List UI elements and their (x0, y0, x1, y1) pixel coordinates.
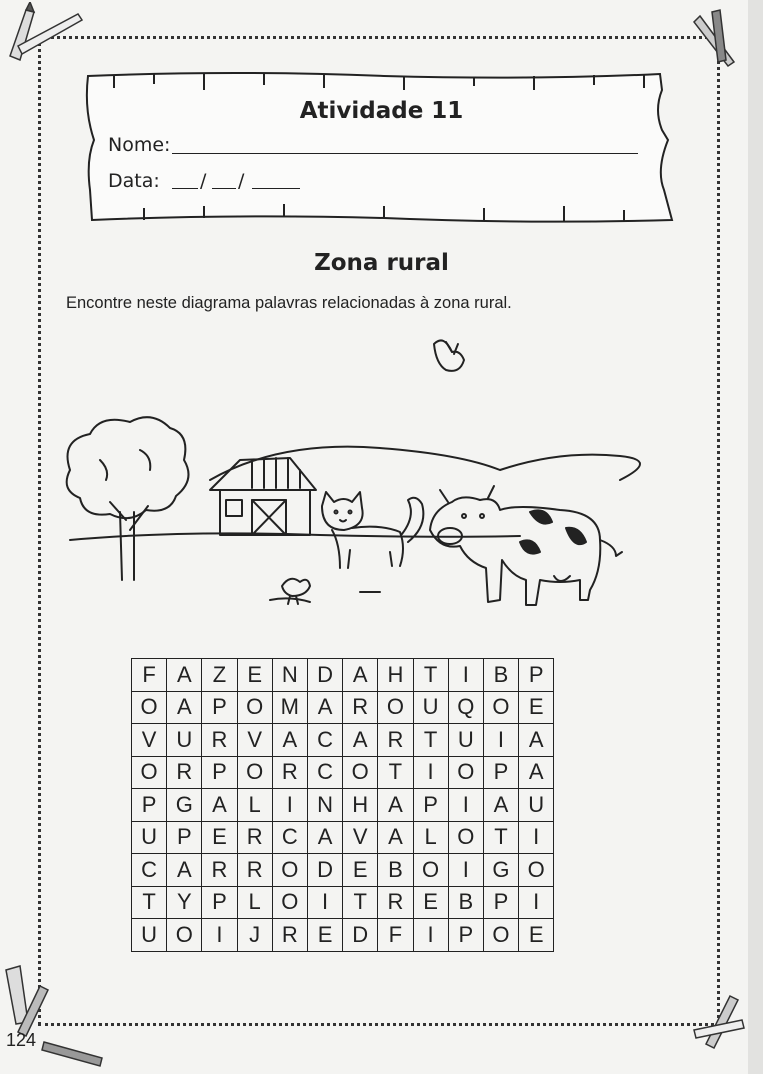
grid-cell[interactable]: O (237, 756, 272, 789)
section-title: Zona rural (314, 250, 449, 276)
grid-cell[interactable]: E (202, 821, 237, 854)
grid-cell[interactable]: F (132, 659, 167, 692)
date-separator: / (238, 170, 245, 192)
grid-cell[interactable]: A (343, 659, 378, 692)
date-separator: / (200, 170, 207, 192)
date-year-field[interactable] (252, 188, 300, 189)
grid-cell[interactable]: O (448, 756, 483, 789)
grid-cell[interactable]: M (272, 691, 307, 724)
grid-cell[interactable]: R (378, 886, 413, 919)
grid-cell[interactable]: L (237, 886, 272, 919)
grid-cell[interactable]: I (202, 919, 237, 952)
grid-cell[interactable]: O (483, 691, 518, 724)
barn-icon (210, 458, 316, 535)
grid-cell[interactable]: L (413, 821, 448, 854)
grid-row (132, 659, 554, 692)
grid-cell[interactable]: O (343, 756, 378, 789)
grid-cell[interactable]: Y (167, 886, 202, 919)
grid-cell[interactable]: D (343, 919, 378, 952)
grid-cell[interactable]: O (132, 756, 167, 789)
grid-cell[interactable]: A (202, 789, 237, 822)
grid-cell[interactable]: U (167, 724, 202, 757)
grid-cell[interactable]: I (519, 886, 554, 919)
grid-cell[interactable]: U (413, 691, 448, 724)
grid-cell[interactable]: P (202, 756, 237, 789)
grid-cell[interactable]: R (237, 821, 272, 854)
grid-cell[interactable]: O (448, 821, 483, 854)
grid-cell[interactable]: A (167, 659, 202, 692)
grid-cell[interactable]: B (378, 854, 413, 887)
grid-row (132, 854, 554, 887)
date-label: Data: (108, 170, 160, 192)
grid-cell[interactable]: P (202, 886, 237, 919)
grid-cell[interactable]: T (378, 756, 413, 789)
grid-cell[interactable]: C (307, 756, 342, 789)
grid-cell[interactable]: U (132, 919, 167, 952)
grid-cell[interactable]: I (448, 854, 483, 887)
grid-cell[interactable]: E (237, 659, 272, 692)
grid-cell[interactable]: B (483, 659, 518, 692)
grid-cell[interactable]: D (307, 854, 342, 887)
grid-cell[interactable]: P (413, 789, 448, 822)
grid-cell[interactable]: T (343, 886, 378, 919)
grid-cell[interactable]: Q (448, 691, 483, 724)
grid-cell[interactable]: A (167, 691, 202, 724)
grid-cell[interactable]: T (413, 659, 448, 692)
grid-cell[interactable]: L (237, 789, 272, 822)
grid-cell[interactable]: I (448, 789, 483, 822)
grid-cell[interactable]: R (272, 919, 307, 952)
butterfly-icon (434, 340, 464, 370)
grid-cell[interactable]: N (272, 659, 307, 692)
date-day-field[interactable] (172, 188, 198, 189)
grid-cell[interactable]: A (307, 691, 342, 724)
grid-cell[interactable]: I (483, 724, 518, 757)
grid-cell[interactable]: P (448, 919, 483, 952)
grid-row (132, 919, 554, 952)
grid-cell[interactable]: T (132, 886, 167, 919)
grid-cell[interactable]: V (343, 821, 378, 854)
grid-cell[interactable]: I (413, 756, 448, 789)
pencils-bottom-right-icon (690, 990, 750, 1060)
grid-cell[interactable]: O (272, 886, 307, 919)
grid-cell[interactable]: P (132, 789, 167, 822)
grid-cell[interactable]: R (378, 724, 413, 757)
page-number: 124 (6, 1030, 37, 1050)
grid-row (132, 724, 554, 757)
grid-cell[interactable]: O (272, 854, 307, 887)
hills-icon (210, 447, 640, 480)
grid-cell[interactable]: A (483, 789, 518, 822)
grid-cell[interactable]: A (167, 854, 202, 887)
grid-cell[interactable]: E (413, 886, 448, 919)
pencils-bottom-left-icon (0, 962, 110, 1072)
grid-cell[interactable]: A (343, 724, 378, 757)
grid-cell[interactable]: Z (202, 659, 237, 692)
grid-cell[interactable]: O (378, 691, 413, 724)
grid-cell[interactable]: C (132, 854, 167, 887)
word-search-grid (131, 658, 554, 952)
grid-row (132, 886, 554, 919)
grid-row (132, 821, 554, 854)
grid-cell[interactable]: A (519, 756, 554, 789)
grid-cell[interactable]: O (483, 919, 518, 952)
grid-cell[interactable]: O (413, 854, 448, 887)
grid-cell[interactable]: J (237, 919, 272, 952)
grid-cell[interactable]: A (307, 821, 342, 854)
grid-cell[interactable]: A (378, 821, 413, 854)
grid-cell[interactable]: G (483, 854, 518, 887)
grid-cell[interactable]: A (272, 724, 307, 757)
pencils-top-right-icon (690, 6, 750, 68)
grid-cell[interactable]: F (378, 919, 413, 952)
grid-cell[interactable]: R (272, 756, 307, 789)
grid-cell[interactable]: U (519, 789, 554, 822)
grid-cell[interactable]: R (202, 724, 237, 757)
grid-cell[interactable]: O (132, 691, 167, 724)
grid-cell[interactable]: B (448, 886, 483, 919)
grid-cell[interactable]: P (483, 756, 518, 789)
grid-cell[interactable]: P (202, 691, 237, 724)
grid-cell[interactable]: I (448, 659, 483, 692)
grid-cell[interactable]: P (483, 886, 518, 919)
grid-cell[interactable]: U (132, 821, 167, 854)
grid-row (132, 691, 554, 724)
grid-cell[interactable]: R (237, 854, 272, 887)
grid-row (132, 789, 554, 822)
grid-cell[interactable]: E (343, 854, 378, 887)
grid-cell[interactable]: I (307, 886, 342, 919)
header-frame (84, 70, 674, 230)
grid-cell[interactable]: A (519, 724, 554, 757)
grid-cell[interactable]: E (519, 691, 554, 724)
grid-cell[interactable]: O (519, 854, 554, 887)
grid-cell[interactable]: I (272, 789, 307, 822)
farm-illustration (60, 330, 700, 630)
grid-cell[interactable]: R (343, 691, 378, 724)
grid-cell[interactable]: I (519, 821, 554, 854)
name-label: Nome: (108, 134, 171, 156)
grid-cell[interactable]: D (307, 659, 342, 692)
grid-cell[interactable]: V (237, 724, 272, 757)
cow-icon (430, 486, 622, 605)
grid-cell[interactable]: U (448, 724, 483, 757)
grid-row (132, 756, 554, 789)
grid-cell[interactable]: T (413, 724, 448, 757)
grid-cell[interactable]: V (132, 724, 167, 757)
grid-cell[interactable]: P (167, 821, 202, 854)
grid-cell[interactable]: G (167, 789, 202, 822)
activity-title: Atividade 11 (299, 98, 464, 124)
grid-cell[interactable]: N (307, 789, 342, 822)
grid-cell[interactable]: A (378, 789, 413, 822)
grid-cell[interactable]: R (167, 756, 202, 789)
grid-cell[interactable]: H (343, 789, 378, 822)
grid-cell[interactable]: P (519, 659, 554, 692)
grid-cell[interactable]: T (483, 821, 518, 854)
grid-cell[interactable]: C (307, 724, 342, 757)
pencils-top-left-icon (4, 2, 84, 64)
cat-icon (322, 492, 423, 568)
date-month-field[interactable] (212, 188, 236, 189)
grid-cell[interactable]: C (272, 821, 307, 854)
instruction-text: Encontre neste diagrama palavras relacionadas à zona rural. (66, 294, 512, 312)
grid-cell[interactable]: E (307, 919, 342, 952)
grid-cell[interactable]: R (202, 854, 237, 887)
grid-cell[interactable]: E (519, 919, 554, 952)
grid-cell[interactable]: H (378, 659, 413, 692)
grid-cell[interactable]: O (237, 691, 272, 724)
name-field[interactable] (172, 153, 638, 154)
grid-cell[interactable]: I (413, 919, 448, 952)
grid-cell[interactable]: O (167, 919, 202, 952)
tree-icon (67, 417, 189, 580)
